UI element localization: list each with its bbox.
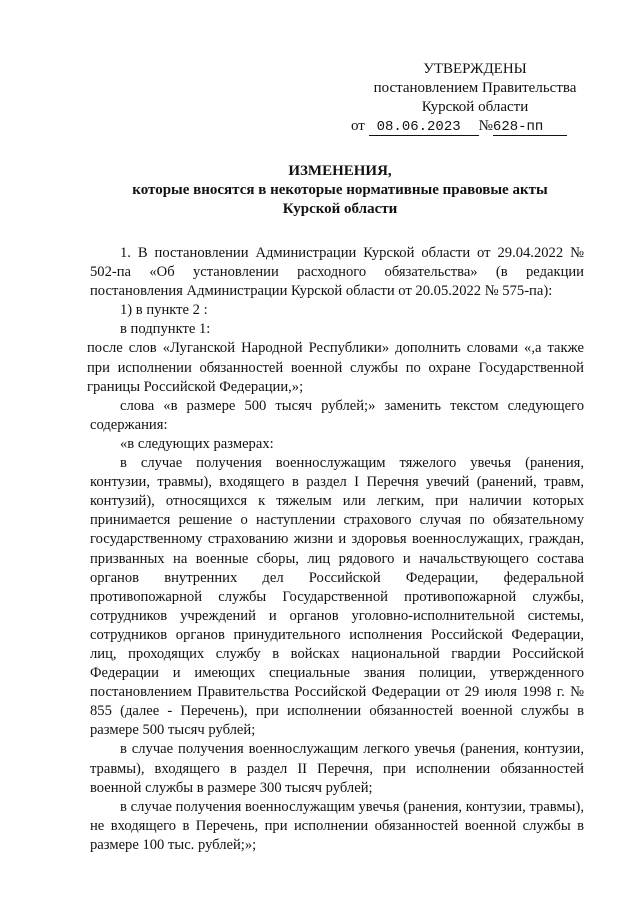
approval-date-line	[351, 117, 595, 136]
document-title: ИЗМЕНЕНИЯ,	[288, 163, 392, 179]
paragraph-1: 1. В постановлении Администрации Курской области от 29.04.2022 № 502-па «Об установлении расходного обязательства» (в редакции постановления Администрации Курской области от 20.05.2022 № 575-па):	[90, 245, 584, 300]
approval-region: Курской области	[421, 99, 529, 115]
approval-date: 08.06.2023	[369, 119, 479, 136]
approval-title: УТВЕРЖДЕНЫ	[423, 61, 527, 77]
paragraph-4: после слов «Луганской Народной Республики» дополнить словами «,а также при исполнении обязанностей военной службы по охране Государственной границы Российской Федерации,»;	[87, 340, 584, 395]
document-subtitle-line-2: Курской области	[282, 201, 398, 217]
document-heading	[100, 162, 580, 219]
document-body	[87, 244, 584, 855]
approval-number: 628-пп	[493, 119, 567, 136]
paragraph-6: «в следующих размерах:	[120, 435, 274, 452]
approval-stamp	[351, 60, 595, 136]
paragraph-3: в подпункте 1:	[120, 321, 211, 338]
paragraph-5: слова «в размере 500 тысяч рублей;» заменить текстом следующего содержания:	[90, 397, 584, 433]
paragraph-2: 1) в пункте 2 :	[120, 302, 208, 319]
number-prefix: №	[478, 118, 493, 134]
paragraph-9: в случае получения военнослужащим увечья (ранения, контузии, травмы), не входящего в Перечень, при исполнении обязанностей военной службы в размере 100 тыс. рублей;»;	[90, 798, 584, 853]
document-subtitle-line-1: которые вносятся в некоторые нормативные правовые акты	[132, 182, 548, 198]
paragraph-8: в случае получения военнослужащим легкого увечья (ранения, контузии, травмы), входящего в раздел II Перечня, при исполнении обязанностей военной службы в размере 300 тысяч рублей;	[90, 741, 584, 796]
paragraph-7: в случае получения военнослужащим тяжелого увечья (ранения, контузии, травмы), входящего в раздел I Перечня увечий (ранений, травм, контузий), относящихся к тяжелым или легким, при наличии которых принимается решение о наступлении страхового случая по обязательному государственному страхованию жизни и здоровья военнослужащих, граждан, призванных на военные сборы, лиц рядового и начальствующего состава органов внутренних дел Российской Федерации, федеральной противопожарной службы Государственной противопожарной службы, сотрудников учреждений и органов уголовно-исполнительной системы, сотрудников органов принудительного исполнения Российской Федерации, лиц, проходящих службу в войсках национальной гвардии Российской Федерации и имеющих специальные звания полиции, утвержденного постановлением Правительства Российской Федерации от 29 июля 1998 г. № 855 (далее - Перечень), при исполнении обязанностей военной службы в размере 500 тысяч рублей;	[90, 455, 584, 739]
date-prefix: от	[351, 118, 365, 134]
approval-authority: постановлением Правительства	[373, 80, 577, 96]
